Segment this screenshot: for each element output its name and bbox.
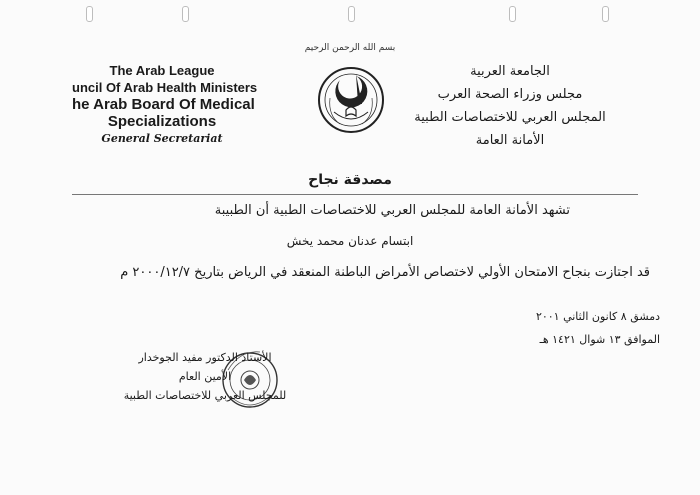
arabic-letterhead bbox=[410, 60, 610, 152]
issue-date: دمشق ٨ كانون الثاني ٢٠٠١ bbox=[535, 310, 660, 323]
body-line-3: قد اجتازت بنجاح الامتحان الأولي لاختصاص الأمراض الباطنة المنعقد في الرياض بتاريخ ٢٠٠٠/١٢/٧ م bbox=[120, 265, 650, 280]
body-line-1: تشهد الأمانة العامة للمجلس العربي للاختصاصات الطبية أن الطبيبة bbox=[214, 203, 570, 218]
certificate-title: مصدقة نجاح bbox=[308, 172, 392, 188]
letterhead-ar-line3: المجلس العربي للاختصاصات الطبية bbox=[414, 110, 606, 125]
punch-hole bbox=[602, 6, 609, 22]
letterhead-en-line5: General Secretariat bbox=[101, 132, 223, 145]
signature-block bbox=[110, 348, 300, 405]
header-divider bbox=[72, 194, 638, 195]
punch-hole bbox=[86, 6, 93, 22]
arab-board-emblem bbox=[316, 60, 386, 140]
letterhead-en-line3: he Arab Board Of Medical bbox=[72, 96, 255, 113]
punch-hole bbox=[348, 6, 355, 22]
basmala: بسم الله الرحمن الرحيم bbox=[304, 43, 396, 53]
letterhead-ar-line1: الجامعة العربية bbox=[470, 64, 550, 79]
letterhead-ar-line2: مجلس وزراء الصحة العرب bbox=[437, 87, 583, 102]
signatory-title: الأمين العام bbox=[178, 370, 232, 383]
letterhead-en-line2: uncil Of Arab Health Ministers bbox=[72, 80, 258, 95]
hijri-date: الموافق ١٣ شوال ١٤٢١ هـ bbox=[539, 333, 660, 346]
letterhead-en-line4: Specializations bbox=[107, 113, 217, 130]
punch-hole bbox=[509, 6, 516, 22]
punch-hole bbox=[182, 6, 189, 22]
recipient-name: ابتسام عدنان محمد يخش bbox=[286, 234, 414, 248]
signatory-organization: للمجلس العربي للاختصاصات الطبية bbox=[123, 389, 287, 402]
letterhead-en-line1: The Arab League bbox=[109, 63, 215, 78]
letterhead-ar-line4: الأمانة العامة bbox=[475, 133, 545, 148]
signatory-name: الأستاذ الدكتور مفيد الجوخدار bbox=[138, 351, 272, 364]
english-letterhead bbox=[72, 62, 258, 147]
